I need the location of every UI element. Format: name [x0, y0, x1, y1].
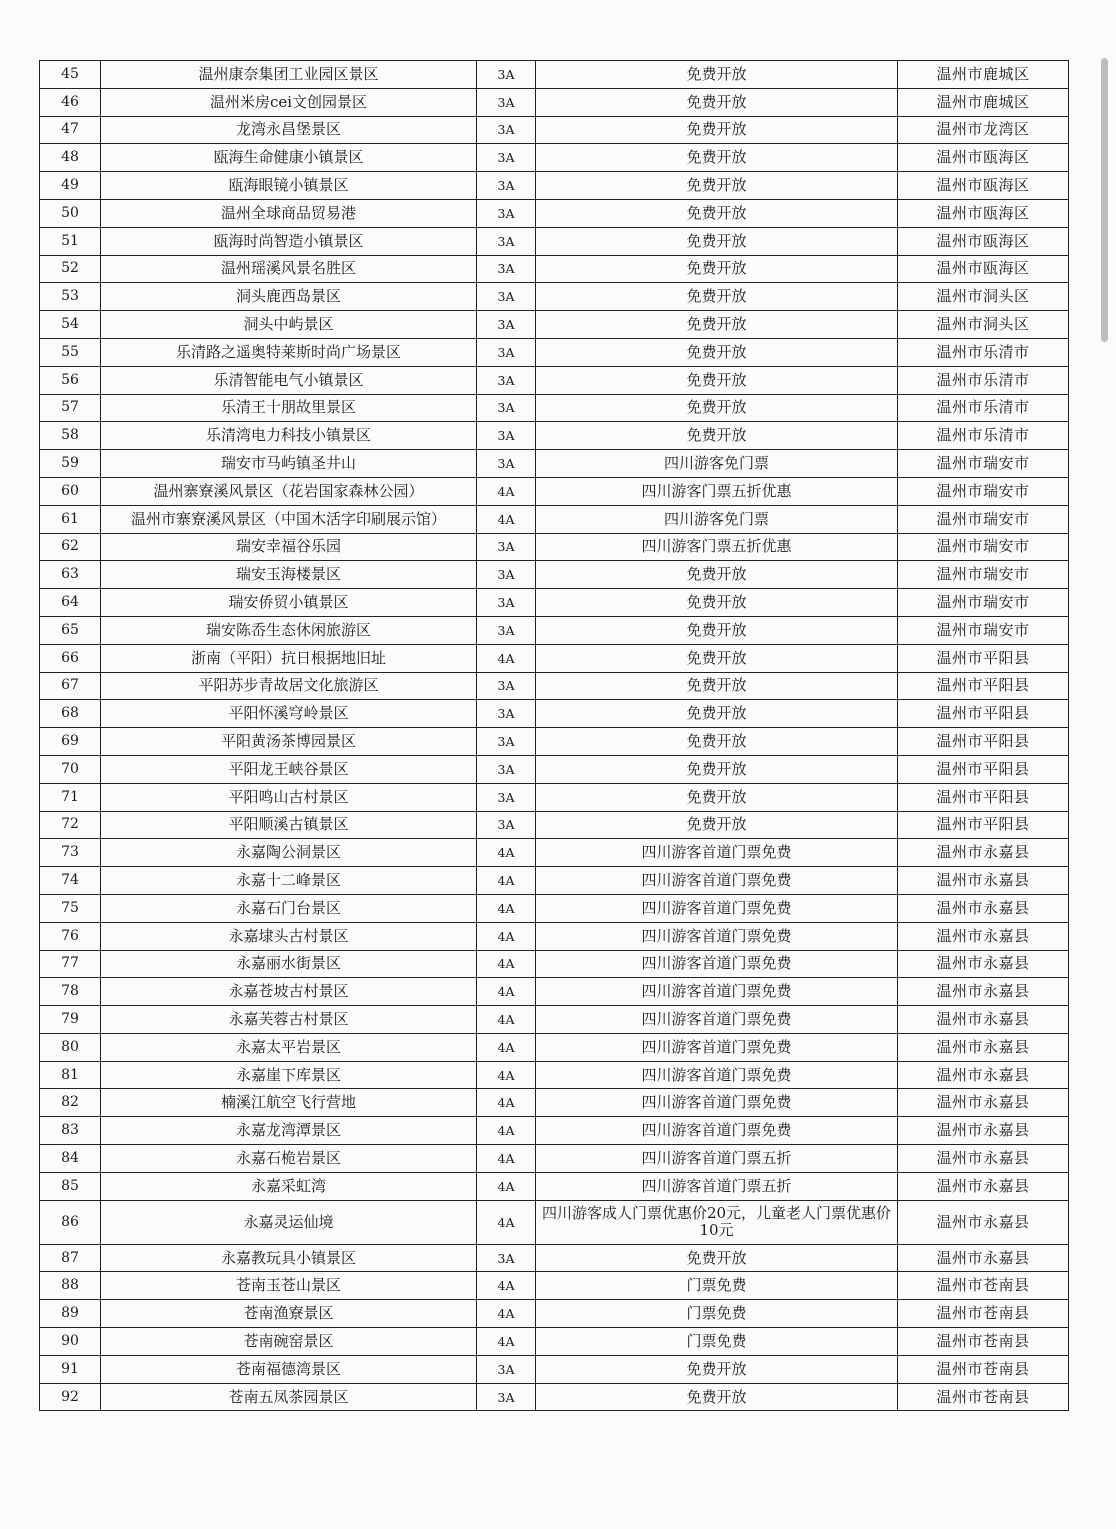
scenic-area-name-cell: 永嘉丽水街景区 [101, 950, 477, 978]
table-row [40, 477, 1069, 505]
ticket-policy-cell: 免费开放 [536, 61, 898, 89]
scenic-area-level-cell: 3A [477, 61, 536, 89]
region-cell: 温州市平阳县 [898, 644, 1069, 672]
region-cell: 温州市瑞安市 [898, 616, 1069, 644]
scenic-area-name-cell: 乐清王十朋故里景区 [101, 394, 477, 422]
scenic-area-level-cell: 4A [477, 1006, 536, 1034]
region-cell: 温州市鹿城区 [898, 88, 1069, 116]
ticket-policy-cell: 免费开放 [536, 283, 898, 311]
ticket-policy-cell: 四川游客门票五折优惠 [536, 533, 898, 561]
scenic-area-level-cell: 4A [477, 644, 536, 672]
table-row [40, 867, 1069, 895]
ticket-policy-cell: 免费开放 [536, 366, 898, 394]
scenic-area-name-cell: 永嘉芙蓉古村景区 [101, 1006, 477, 1034]
region-cell: 温州市平阳县 [898, 672, 1069, 700]
region-cell: 温州市苍南县 [898, 1355, 1069, 1383]
ticket-policy-cell: 门票免费 [536, 1272, 898, 1300]
table-row [40, 533, 1069, 561]
scenic-area-name-cell: 乐清路之遥奥特莱斯时尚广场景区 [101, 338, 477, 366]
row-number-cell: 54 [40, 311, 101, 339]
ticket-policy-cell: 四川游客首道门票五折 [536, 1172, 898, 1200]
ticket-policy-cell: 免费开放 [536, 88, 898, 116]
table-row [40, 1383, 1069, 1411]
table-row [40, 1355, 1069, 1383]
ticket-policy-cell: 四川游客首道门票免费 [536, 1117, 898, 1145]
table-row [40, 422, 1069, 450]
table-row [40, 811, 1069, 839]
row-number-cell: 77 [40, 950, 101, 978]
scenic-area-name-cell: 瑞安陈岙生态休闲旅游区 [101, 616, 477, 644]
row-number-cell: 68 [40, 700, 101, 728]
row-number-cell: 67 [40, 672, 101, 700]
scenic-area-level-cell: 4A [477, 1145, 536, 1173]
ticket-policy-cell: 四川游客首道门票免费 [536, 1061, 898, 1089]
scenic-area-level-cell: 3A [477, 311, 536, 339]
scenic-area-level-cell: 4A [477, 839, 536, 867]
row-number-cell: 78 [40, 978, 101, 1006]
scenic-area-name-cell: 乐清湾电力科技小镇景区 [101, 422, 477, 450]
region-cell: 温州市永嘉县 [898, 1145, 1069, 1173]
scenic-area-level-cell: 3A [477, 144, 536, 172]
row-number-cell: 59 [40, 450, 101, 478]
scenic-area-level-cell: 4A [477, 1300, 536, 1328]
table-row [40, 1272, 1069, 1300]
row-number-cell: 76 [40, 922, 101, 950]
scenic-area-level-cell: 4A [477, 1200, 536, 1244]
table-row [40, 978, 1069, 1006]
scenic-area-name-cell: 瑞安侨贸小镇景区 [101, 589, 477, 617]
scenic-area-level-cell: 3A [477, 672, 536, 700]
region-cell: 温州市洞头区 [898, 311, 1069, 339]
row-number-cell: 60 [40, 477, 101, 505]
scenic-area-name-cell: 楠溪江航空飞行营地 [101, 1089, 477, 1117]
scenic-area-level-cell: 3A [477, 366, 536, 394]
row-number-cell: 80 [40, 1033, 101, 1061]
row-number-cell: 66 [40, 644, 101, 672]
table-row [40, 561, 1069, 589]
region-cell: 温州市瓯海区 [898, 144, 1069, 172]
scenic-area-level-cell: 3A [477, 1244, 536, 1272]
row-number-cell: 70 [40, 755, 101, 783]
region-cell: 温州市永嘉县 [898, 867, 1069, 895]
scenic-area-name-cell: 平阳黄汤茶博园景区 [101, 728, 477, 756]
scenic-area-level-cell: 3A [477, 422, 536, 450]
scenic-area-level-cell: 3A [477, 533, 536, 561]
row-number-cell: 71 [40, 783, 101, 811]
table-row [40, 1244, 1069, 1272]
scenic-area-level-cell: 3A [477, 783, 536, 811]
row-number-cell: 45 [40, 61, 101, 89]
scenic-area-name-cell: 永嘉崖下库景区 [101, 1061, 477, 1089]
ticket-policy-cell: 免费开放 [536, 811, 898, 839]
row-number-cell: 48 [40, 144, 101, 172]
table-row [40, 199, 1069, 227]
region-cell: 温州市乐清市 [898, 422, 1069, 450]
row-number-cell: 69 [40, 728, 101, 756]
scenic-area-name-cell: 永嘉苍坡古村景区 [101, 978, 477, 1006]
region-cell: 温州市平阳县 [898, 728, 1069, 756]
table-row [40, 311, 1069, 339]
row-number-cell: 84 [40, 1145, 101, 1173]
ticket-policy-cell: 四川游客首道门票免费 [536, 950, 898, 978]
row-number-cell: 64 [40, 589, 101, 617]
ticket-policy-cell: 免费开放 [536, 672, 898, 700]
region-cell: 温州市苍南县 [898, 1272, 1069, 1300]
ticket-policy-cell: 四川游客首道门票免费 [536, 978, 898, 1006]
region-cell: 温州市永嘉县 [898, 1089, 1069, 1117]
scenic-area-name-cell: 永嘉陶公洞景区 [101, 839, 477, 867]
ticket-policy-cell: 免费开放 [536, 422, 898, 450]
region-cell: 温州市永嘉县 [898, 1061, 1069, 1089]
scenic-area-name-cell: 浙南（平阳）抗日根据地旧址 [101, 644, 477, 672]
table-row [40, 394, 1069, 422]
row-number-cell: 91 [40, 1355, 101, 1383]
ticket-policy-cell: 免费开放 [536, 172, 898, 200]
ticket-policy-cell: 免费开放 [536, 116, 898, 144]
ticket-policy-cell: 免费开放 [536, 700, 898, 728]
ticket-policy-cell: 四川游客免门票 [536, 505, 898, 533]
scenic-area-level-cell: 3A [477, 589, 536, 617]
scenic-area-name-cell: 平阳顺溪古镇景区 [101, 811, 477, 839]
scenic-area-name-cell: 永嘉灵运仙境 [101, 1200, 477, 1244]
scenic-area-level-cell: 4A [477, 1172, 536, 1200]
table-row [40, 88, 1069, 116]
row-number-cell: 58 [40, 422, 101, 450]
row-number-cell: 79 [40, 1006, 101, 1034]
ticket-policy-cell: 免费开放 [536, 227, 898, 255]
scenic-area-name-cell: 龙湾永昌堡景区 [101, 116, 477, 144]
scenic-area-name-cell: 瑞安玉海楼景区 [101, 561, 477, 589]
scenic-area-level-cell: 3A [477, 616, 536, 644]
scenic-area-name-cell: 洞头中屿景区 [101, 311, 477, 339]
scenic-area-level-cell: 3A [477, 227, 536, 255]
scenic-area-name-cell: 苍南五凤茶园景区 [101, 1383, 477, 1411]
ticket-policy-cell: 四川游客首道门票免费 [536, 839, 898, 867]
table-row [40, 1089, 1069, 1117]
scenic-area-level-cell: 4A [477, 1328, 536, 1356]
scenic-area-name-cell: 永嘉十二峰景区 [101, 867, 477, 895]
row-number-cell: 62 [40, 533, 101, 561]
table-row [40, 672, 1069, 700]
ticket-policy-cell: 四川游客首道门票免费 [536, 922, 898, 950]
ticket-policy-cell: 免费开放 [536, 394, 898, 422]
ticket-policy-cell: 四川游客首道门票免费 [536, 1089, 898, 1117]
scrollbar[interactable] [1101, 58, 1108, 342]
scenic-area-name-cell: 温州市寨寮溪风景区（中国木活字印刷展示馆） [101, 505, 477, 533]
region-cell: 温州市瑞安市 [898, 561, 1069, 589]
row-number-cell: 56 [40, 366, 101, 394]
ticket-policy-cell: 门票免费 [536, 1300, 898, 1328]
row-number-cell: 53 [40, 283, 101, 311]
table-row [40, 172, 1069, 200]
region-cell: 温州市乐清市 [898, 366, 1069, 394]
region-cell: 温州市苍南县 [898, 1300, 1069, 1328]
scenic-area-level-cell: 4A [477, 867, 536, 895]
scenic-area-level-cell: 3A [477, 811, 536, 839]
scenic-area-level-cell: 4A [477, 1089, 536, 1117]
region-cell: 温州市瓯海区 [898, 199, 1069, 227]
row-number-cell: 88 [40, 1272, 101, 1300]
row-number-cell: 46 [40, 88, 101, 116]
table-row [40, 894, 1069, 922]
table-row [40, 283, 1069, 311]
scenic-area-name-cell: 温州米房cei文创园景区 [101, 88, 477, 116]
scenic-area-level-cell: 3A [477, 283, 536, 311]
ticket-policy-cell: 免费开放 [536, 1244, 898, 1272]
ticket-policy-cell: 免费开放 [536, 561, 898, 589]
scenic-area-name-cell: 苍南玉苍山景区 [101, 1272, 477, 1300]
row-number-cell: 82 [40, 1089, 101, 1117]
scenic-area-level-cell: 4A [477, 894, 536, 922]
table-row [40, 61, 1069, 89]
scenic-area-level-cell: 4A [477, 477, 536, 505]
scenic-area-name-cell: 苍南渔寮景区 [101, 1300, 477, 1328]
scenic-area-name-cell: 苍南福德湾景区 [101, 1355, 477, 1383]
scenic-area-level-cell: 4A [477, 950, 536, 978]
table-row [40, 1200, 1069, 1244]
scenic-area-name-cell: 瓯海生命健康小镇景区 [101, 144, 477, 172]
scenic-area-level-cell: 3A [477, 700, 536, 728]
region-cell: 温州市平阳县 [898, 783, 1069, 811]
scenic-area-table [39, 60, 1069, 1411]
scenic-area-level-cell: 4A [477, 1272, 536, 1300]
scenic-area-name-cell: 永嘉石门台景区 [101, 894, 477, 922]
table-row [40, 255, 1069, 283]
ticket-policy-cell: 免费开放 [536, 338, 898, 366]
region-cell: 温州市龙湾区 [898, 116, 1069, 144]
ticket-policy-cell: 四川游客成人门票优惠价20元，儿童老人门票优惠价10元 [536, 1200, 898, 1244]
row-number-cell: 51 [40, 227, 101, 255]
ticket-policy-cell: 四川游客首道门票免费 [536, 867, 898, 895]
scenic-area-name-cell: 瑞安幸福谷乐园 [101, 533, 477, 561]
scenic-area-name-cell: 永嘉太平岩景区 [101, 1033, 477, 1061]
region-cell: 温州市瑞安市 [898, 533, 1069, 561]
table-row [40, 616, 1069, 644]
scenic-area-level-cell: 3A [477, 755, 536, 783]
table-row [40, 116, 1069, 144]
scenic-area-level-cell: 3A [477, 1383, 536, 1411]
scenic-area-name-cell: 平阳龙王峡谷景区 [101, 755, 477, 783]
region-cell: 温州市永嘉县 [898, 978, 1069, 1006]
scenic-area-name-cell: 永嘉埭头古村景区 [101, 922, 477, 950]
ticket-policy-cell: 四川游客门票五折优惠 [536, 477, 898, 505]
ticket-policy-cell: 免费开放 [536, 644, 898, 672]
scenic-area-name-cell: 永嘉教玩具小镇景区 [101, 1244, 477, 1272]
table-row [40, 1033, 1069, 1061]
ticket-policy-cell: 免费开放 [536, 589, 898, 617]
scenic-area-name-cell: 温州寨寮溪风景区（花岩国家森林公园） [101, 477, 477, 505]
table-row [40, 1061, 1069, 1089]
ticket-policy-cell: 免费开放 [536, 255, 898, 283]
table-row [40, 922, 1069, 950]
table-row [40, 1328, 1069, 1356]
scenic-area-level-cell: 4A [477, 922, 536, 950]
ticket-policy-cell: 免费开放 [536, 616, 898, 644]
scenic-area-name-cell: 洞头鹿西岛景区 [101, 283, 477, 311]
scenic-area-level-cell: 3A [477, 199, 536, 227]
scenic-area-level-cell: 4A [477, 1033, 536, 1061]
region-cell: 温州市永嘉县 [898, 922, 1069, 950]
row-number-cell: 61 [40, 505, 101, 533]
table-row [40, 505, 1069, 533]
scenic-area-name-cell: 乐清智能电气小镇景区 [101, 366, 477, 394]
scenic-area-level-cell: 4A [477, 1117, 536, 1145]
scenic-area-level-cell: 3A [477, 88, 536, 116]
scenic-area-level-cell: 3A [477, 561, 536, 589]
ticket-policy-cell: 四川游客首道门票免费 [536, 1006, 898, 1034]
row-number-cell: 92 [40, 1383, 101, 1411]
region-cell: 温州市永嘉县 [898, 1033, 1069, 1061]
table-row [40, 589, 1069, 617]
region-cell: 温州市瓯海区 [898, 255, 1069, 283]
ticket-policy-cell: 四川游客免门票 [536, 450, 898, 478]
row-number-cell: 55 [40, 338, 101, 366]
region-cell: 温州市苍南县 [898, 1328, 1069, 1356]
row-number-cell: 81 [40, 1061, 101, 1089]
region-cell: 温州市永嘉县 [898, 950, 1069, 978]
region-cell: 温州市苍南县 [898, 1383, 1069, 1411]
scenic-area-level-cell: 3A [477, 728, 536, 756]
scenic-area-level-cell: 3A [477, 255, 536, 283]
region-cell: 温州市永嘉县 [898, 1006, 1069, 1034]
row-number-cell: 50 [40, 199, 101, 227]
scenic-area-name-cell: 永嘉采虹湾 [101, 1172, 477, 1200]
table-row [40, 644, 1069, 672]
row-number-cell: 74 [40, 867, 101, 895]
scenic-area-name-cell: 永嘉龙湾潭景区 [101, 1117, 477, 1145]
table-row [40, 1300, 1069, 1328]
region-cell: 温州市永嘉县 [898, 839, 1069, 867]
scenic-area-name-cell: 平阳鸣山古村景区 [101, 783, 477, 811]
table-row [40, 366, 1069, 394]
row-number-cell: 65 [40, 616, 101, 644]
table-row [40, 227, 1069, 255]
scenic-area-level-cell: 4A [477, 978, 536, 1006]
ticket-policy-cell: 门票免费 [536, 1328, 898, 1356]
scenic-area-level-cell: 3A [477, 338, 536, 366]
scenic-area-name-cell: 苍南碗窑景区 [101, 1328, 477, 1356]
region-cell: 温州市乐清市 [898, 338, 1069, 366]
row-number-cell: 83 [40, 1117, 101, 1145]
ticket-policy-cell: 免费开放 [536, 783, 898, 811]
table-row [40, 1006, 1069, 1034]
row-number-cell: 75 [40, 894, 101, 922]
ticket-policy-cell: 免费开放 [536, 144, 898, 172]
scenic-area-level-cell: 3A [477, 394, 536, 422]
scenic-area-name-cell: 永嘉石桅岩景区 [101, 1145, 477, 1173]
ticket-policy-cell: 免费开放 [536, 728, 898, 756]
row-number-cell: 72 [40, 811, 101, 839]
scenic-area-name-cell: 温州康奈集团工业园区景区 [101, 61, 477, 89]
scenic-area-level-cell: 4A [477, 505, 536, 533]
table-row [40, 1172, 1069, 1200]
row-number-cell: 49 [40, 172, 101, 200]
scenic-area-level-cell: 3A [477, 172, 536, 200]
row-number-cell: 73 [40, 839, 101, 867]
scenic-area-name-cell: 瓯海眼镜小镇景区 [101, 172, 477, 200]
scenic-area-level-cell: 3A [477, 1355, 536, 1383]
ticket-policy-cell: 免费开放 [536, 311, 898, 339]
region-cell: 温州市永嘉县 [898, 1244, 1069, 1272]
table-row [40, 728, 1069, 756]
scenic-area-level-cell: 3A [477, 116, 536, 144]
region-cell: 温州市平阳县 [898, 700, 1069, 728]
ticket-policy-cell: 免费开放 [536, 755, 898, 783]
region-cell: 温州市平阳县 [898, 811, 1069, 839]
scenic-area-name-cell: 温州全球商品贸易港 [101, 199, 477, 227]
region-cell: 温州市鹿城区 [898, 61, 1069, 89]
ticket-policy-cell: 免费开放 [536, 199, 898, 227]
ticket-policy-cell: 四川游客首道门票免费 [536, 1033, 898, 1061]
scenic-area-level-cell: 4A [477, 1061, 536, 1089]
table-row [40, 783, 1069, 811]
table-body [40, 61, 1069, 1411]
scenic-area-name-cell: 瓯海时尚智造小镇景区 [101, 227, 477, 255]
region-cell: 温州市乐清市 [898, 394, 1069, 422]
table-row [40, 338, 1069, 366]
table-row [40, 755, 1069, 783]
table-row [40, 700, 1069, 728]
region-cell: 温州市永嘉县 [898, 894, 1069, 922]
row-number-cell: 57 [40, 394, 101, 422]
region-cell: 温州市瓯海区 [898, 172, 1069, 200]
scenic-area-level-cell: 3A [477, 450, 536, 478]
region-cell: 温州市瑞安市 [898, 505, 1069, 533]
table-row [40, 950, 1069, 978]
ticket-policy-cell: 免费开放 [536, 1383, 898, 1411]
row-number-cell: 52 [40, 255, 101, 283]
region-cell: 温州市洞头区 [898, 283, 1069, 311]
table-row [40, 144, 1069, 172]
row-number-cell: 90 [40, 1328, 101, 1356]
region-cell: 温州市永嘉县 [898, 1200, 1069, 1244]
region-cell: 温州市瓯海区 [898, 227, 1069, 255]
region-cell: 温州市永嘉县 [898, 1172, 1069, 1200]
table-row [40, 839, 1069, 867]
region-cell: 温州市瑞安市 [898, 589, 1069, 617]
ticket-policy-cell: 四川游客首道门票免费 [536, 894, 898, 922]
row-number-cell: 87 [40, 1244, 101, 1272]
table-row [40, 1145, 1069, 1173]
table-row [40, 450, 1069, 478]
region-cell: 温州市瑞安市 [898, 450, 1069, 478]
scenic-area-name-cell: 瑞安市马屿镇圣井山 [101, 450, 477, 478]
row-number-cell: 89 [40, 1300, 101, 1328]
region-cell: 温州市平阳县 [898, 755, 1069, 783]
region-cell: 温州市永嘉县 [898, 1117, 1069, 1145]
region-cell: 温州市瑞安市 [898, 477, 1069, 505]
ticket-policy-cell: 四川游客首道门票五折 [536, 1145, 898, 1173]
ticket-policy-cell: 免费开放 [536, 1355, 898, 1383]
scenic-area-name-cell: 平阳苏步青故居文化旅游区 [101, 672, 477, 700]
row-number-cell: 85 [40, 1172, 101, 1200]
scenic-area-name-cell: 温州瑶溪风景名胜区 [101, 255, 477, 283]
row-number-cell: 47 [40, 116, 101, 144]
row-number-cell: 63 [40, 561, 101, 589]
table-row [40, 1117, 1069, 1145]
scenic-area-name-cell: 平阳怀溪穹岭景区 [101, 700, 477, 728]
row-number-cell: 86 [40, 1200, 101, 1244]
